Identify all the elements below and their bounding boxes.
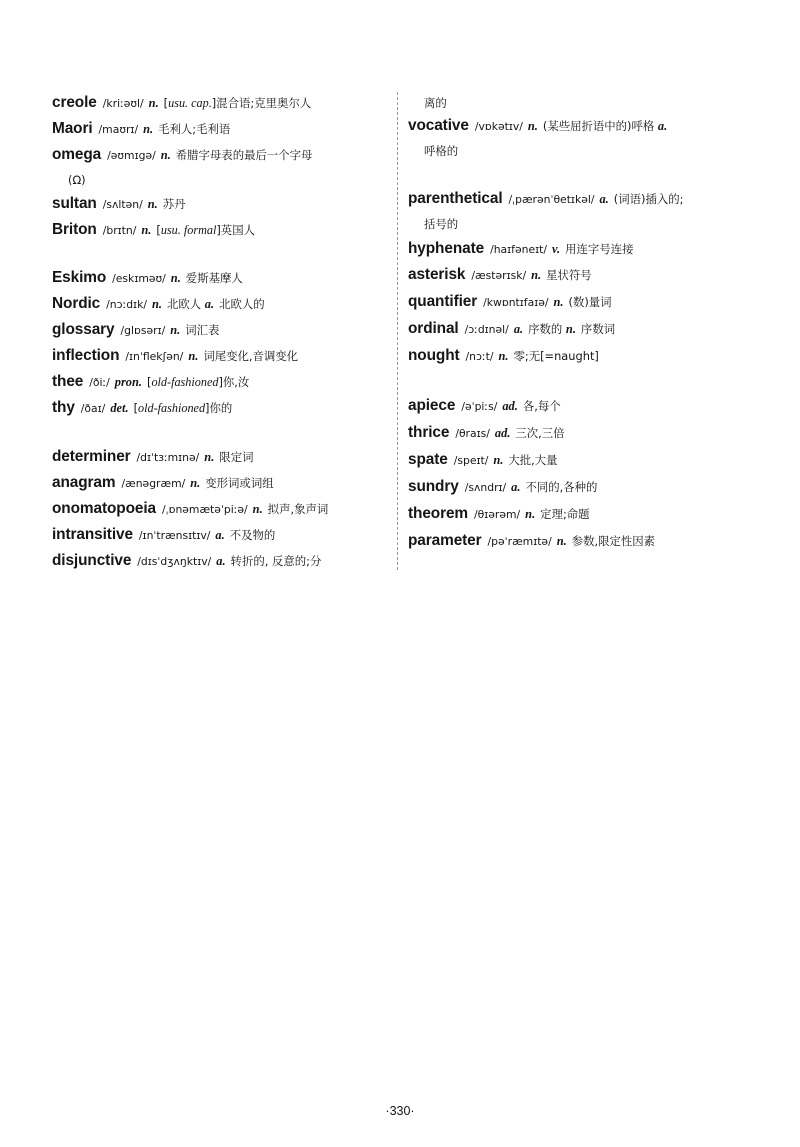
headword: parenthetical bbox=[408, 190, 503, 207]
headword: apiece bbox=[408, 397, 456, 414]
entry-ordinal bbox=[408, 317, 748, 342]
definition: 北欧人 bbox=[166, 297, 202, 311]
headword: onomatopoeia bbox=[52, 500, 156, 517]
part-of-speech: n. bbox=[148, 96, 159, 110]
definition: 各,每个 bbox=[522, 399, 561, 413]
headword: thy bbox=[52, 399, 75, 416]
entry-spate bbox=[408, 448, 748, 473]
definition: 词尾变化,音调变化 bbox=[203, 349, 299, 363]
entry-thee bbox=[52, 370, 392, 395]
definition: 拟声,象声词 bbox=[267, 502, 329, 516]
entry-briton bbox=[52, 218, 392, 243]
entry-apiece bbox=[408, 394, 748, 419]
usage-note: usu. formal bbox=[160, 223, 217, 237]
headword: glossary bbox=[52, 321, 115, 338]
headword: determiner bbox=[52, 448, 131, 465]
column-divider bbox=[397, 92, 398, 570]
part-of-speech-2: a. bbox=[657, 119, 668, 133]
bracket-open: [ bbox=[146, 375, 152, 389]
definition: 变形词或词组 bbox=[205, 476, 274, 490]
entry-omega bbox=[52, 143, 392, 192]
definition: 序数的 bbox=[528, 322, 563, 336]
headword: intransitive bbox=[52, 526, 133, 543]
bracket-open: [ bbox=[133, 401, 139, 415]
part-of-speech: n. bbox=[170, 323, 181, 337]
definition: 用连字号连接 bbox=[565, 242, 634, 256]
entry-sundry bbox=[408, 475, 748, 500]
part-of-speech: a. bbox=[513, 322, 524, 336]
pronunciation: /ænəgræm/ bbox=[121, 477, 186, 490]
usage-note: usu. cap. bbox=[168, 96, 212, 110]
entry-anagram bbox=[52, 471, 392, 496]
definition: 不同的,各种的 bbox=[525, 480, 598, 494]
headword: spate bbox=[408, 451, 448, 468]
pronunciation: /dɪˈtɜːmɪnə/ bbox=[136, 451, 200, 464]
part-of-speech: ad. bbox=[502, 399, 518, 413]
pronunciation: /əʊmɪgə/ bbox=[107, 149, 156, 162]
definition: 爱斯基摩人 bbox=[185, 271, 243, 285]
definition: ]混合语;克里奥尔人 bbox=[211, 96, 312, 110]
headword: vocative bbox=[408, 117, 469, 134]
part-of-speech: n. bbox=[147, 197, 158, 211]
part-of-speech-2: a. bbox=[204, 297, 215, 311]
headword: theorem bbox=[408, 505, 469, 522]
definition: 星状符号 bbox=[546, 268, 592, 282]
definition: 不及物的 bbox=[229, 528, 276, 542]
definition: (词语)插入的; bbox=[613, 192, 684, 206]
bracket-open: [ bbox=[163, 96, 169, 110]
pronunciation: /nɔːt/ bbox=[465, 350, 494, 363]
part-of-speech: n. bbox=[160, 148, 171, 162]
entry-quantifier bbox=[408, 290, 748, 315]
part-of-speech: n. bbox=[553, 295, 564, 309]
definition: 转折的, 反意的;分 bbox=[230, 554, 322, 568]
part-of-speech: n. bbox=[527, 119, 538, 133]
part-of-speech: n. bbox=[141, 223, 152, 237]
pronunciation: /ðiː/ bbox=[89, 376, 110, 389]
headword: Maori bbox=[52, 120, 93, 137]
entry-onomatopoeia bbox=[52, 497, 392, 522]
definition: 词汇表 bbox=[185, 323, 220, 337]
definition: 希腊字母表的最后一个字母 bbox=[175, 148, 313, 162]
headword: Eskimo bbox=[52, 269, 107, 286]
entry-sultan bbox=[52, 192, 392, 217]
entry-parameter bbox=[408, 529, 748, 554]
definition: (某些屈折语中的)呼格 bbox=[542, 119, 655, 133]
definition-2: 序数词 bbox=[580, 322, 616, 336]
pronunciation: /haɪfəneɪt/ bbox=[490, 243, 547, 256]
pronunciation: /æstərɪsk/ bbox=[471, 269, 527, 282]
part-of-speech: n. bbox=[188, 349, 199, 363]
pronunciation: /əˈpiːs/ bbox=[461, 400, 498, 413]
entry-intransitive bbox=[52, 523, 392, 548]
headword: ordinal bbox=[408, 320, 459, 337]
usage-note: old-fashioned bbox=[138, 401, 206, 415]
definition: ]你的 bbox=[205, 401, 233, 415]
part-of-speech: n. bbox=[493, 453, 504, 467]
headword: Nordic bbox=[52, 295, 101, 312]
pronunciation: /ˌpærənˈθetɪkəl/ bbox=[508, 193, 595, 206]
headword: nought bbox=[408, 347, 460, 364]
part-of-speech: n. bbox=[531, 268, 542, 282]
definition: 零;无[=naught] bbox=[513, 349, 599, 363]
pronunciation: /ˌɒnəmætəˈpiːə/ bbox=[161, 503, 248, 516]
part-of-speech: a. bbox=[599, 192, 609, 206]
pronunciation: /nɔːdɪk/ bbox=[106, 298, 147, 311]
entry-disjunctive bbox=[52, 549, 392, 574]
definition: 限定词 bbox=[219, 450, 254, 464]
entry-hyphenate bbox=[408, 237, 748, 262]
pronunciation: /kwɒntɪfaɪə/ bbox=[483, 296, 549, 309]
definition: 毛利人;毛利语 bbox=[158, 122, 231, 136]
pronunciation: /eskɪməʊ/ bbox=[112, 272, 166, 285]
pronunciation: /brɪtn/ bbox=[102, 224, 137, 237]
headword: sundry bbox=[408, 478, 459, 495]
part-of-speech: ad. bbox=[494, 426, 511, 440]
definition: (数)量词 bbox=[568, 295, 612, 309]
definition: 三次,三倍 bbox=[515, 426, 565, 440]
entry-determiner bbox=[52, 445, 392, 470]
definition: 苏丹 bbox=[162, 197, 186, 211]
headword: hyphenate bbox=[408, 240, 485, 257]
entry-nought bbox=[408, 344, 748, 369]
headword: sultan bbox=[52, 195, 97, 212]
pronunciation: /ðaɪ/ bbox=[80, 402, 106, 415]
pronunciation: /sʌltən/ bbox=[102, 198, 143, 211]
entry-asterisk bbox=[408, 263, 748, 288]
headword: omega bbox=[52, 146, 102, 163]
headword: thee bbox=[52, 373, 84, 390]
entry-inflection bbox=[52, 344, 392, 369]
part-of-speech: n. bbox=[170, 271, 181, 285]
pronunciation: /sʌndrɪ/ bbox=[464, 481, 507, 494]
headword: disjunctive bbox=[52, 552, 132, 569]
headword: creole bbox=[52, 94, 97, 111]
bracket-open: [ bbox=[156, 223, 161, 237]
headword: asterisk bbox=[408, 266, 466, 283]
pronunciation: /maʊrɪ/ bbox=[98, 123, 139, 136]
part-of-speech: n. bbox=[525, 507, 536, 521]
definition-continuation: 呼格的 bbox=[424, 144, 459, 158]
entry-eskimo bbox=[52, 266, 392, 291]
part-of-speech: a. bbox=[215, 528, 225, 542]
definition-2: 北欧人的 bbox=[219, 297, 265, 311]
definition-continuation: (Ω) bbox=[68, 173, 86, 187]
entry-thrice bbox=[408, 421, 748, 446]
pronunciation: /pəˈræmɪtə/ bbox=[487, 535, 552, 548]
definition: 定理;命题 bbox=[540, 507, 590, 521]
entry-maori bbox=[52, 117, 392, 142]
entry-parenthetical bbox=[408, 187, 748, 236]
part-of-speech: pron. bbox=[114, 375, 142, 389]
headword: anagram bbox=[52, 474, 116, 491]
part-of-speech: n. bbox=[498, 349, 509, 363]
pronunciation: /ɪnˈtrænsɪtɪv/ bbox=[138, 529, 211, 542]
headword: parameter bbox=[408, 532, 482, 549]
pronunciation: /dɪsˈdʒʌŋktɪv/ bbox=[137, 555, 212, 568]
entry-glossary bbox=[52, 318, 392, 343]
pronunciation: /speɪt/ bbox=[453, 454, 489, 467]
pronunciation: /ɪnˈflekʃən/ bbox=[125, 350, 184, 363]
pronunciation: /vɒkətɪv/ bbox=[474, 120, 523, 133]
definition: 参数,限定性因素 bbox=[571, 534, 656, 548]
definition: ]英国人 bbox=[216, 223, 255, 237]
entry-creole bbox=[52, 91, 392, 116]
definition-continuation: 离的 bbox=[424, 96, 447, 110]
entry-theorem bbox=[408, 502, 748, 527]
definition: 大批,大量 bbox=[508, 453, 558, 467]
entry-continuation bbox=[408, 91, 764, 115]
usage-note: old-fashioned bbox=[151, 375, 219, 389]
entry-thy bbox=[52, 396, 392, 421]
part-of-speech: n. bbox=[151, 297, 162, 311]
part-of-speech-2: n. bbox=[565, 322, 576, 336]
entry-vocative bbox=[408, 114, 748, 163]
definition: ]你,汝 bbox=[218, 375, 250, 389]
part-of-speech: a. bbox=[511, 480, 521, 494]
entry-nordic bbox=[52, 292, 392, 317]
part-of-speech: a. bbox=[216, 554, 226, 568]
part-of-speech: n. bbox=[556, 534, 567, 548]
part-of-speech: det. bbox=[110, 401, 129, 415]
part-of-speech: n. bbox=[190, 476, 201, 490]
part-of-speech: v. bbox=[552, 242, 561, 256]
page-number: ·330· bbox=[385, 1104, 415, 1118]
pronunciation: /θraɪs/ bbox=[455, 427, 490, 440]
definition-continuation: 括号的 bbox=[424, 217, 459, 231]
pronunciation: /ɔːdɪnəl/ bbox=[464, 323, 509, 336]
pronunciation: /glɒsərɪ/ bbox=[120, 324, 166, 337]
pronunciation: /θɪərəm/ bbox=[474, 508, 521, 521]
headword: quantifier bbox=[408, 293, 478, 310]
headword: inflection bbox=[52, 347, 120, 364]
headword: thrice bbox=[408, 424, 450, 441]
pronunciation: /kriːəʊl/ bbox=[102, 97, 144, 110]
part-of-speech: n. bbox=[204, 450, 215, 464]
part-of-speech: n. bbox=[252, 502, 263, 516]
headword: Briton bbox=[52, 221, 97, 238]
part-of-speech: n. bbox=[143, 122, 154, 136]
